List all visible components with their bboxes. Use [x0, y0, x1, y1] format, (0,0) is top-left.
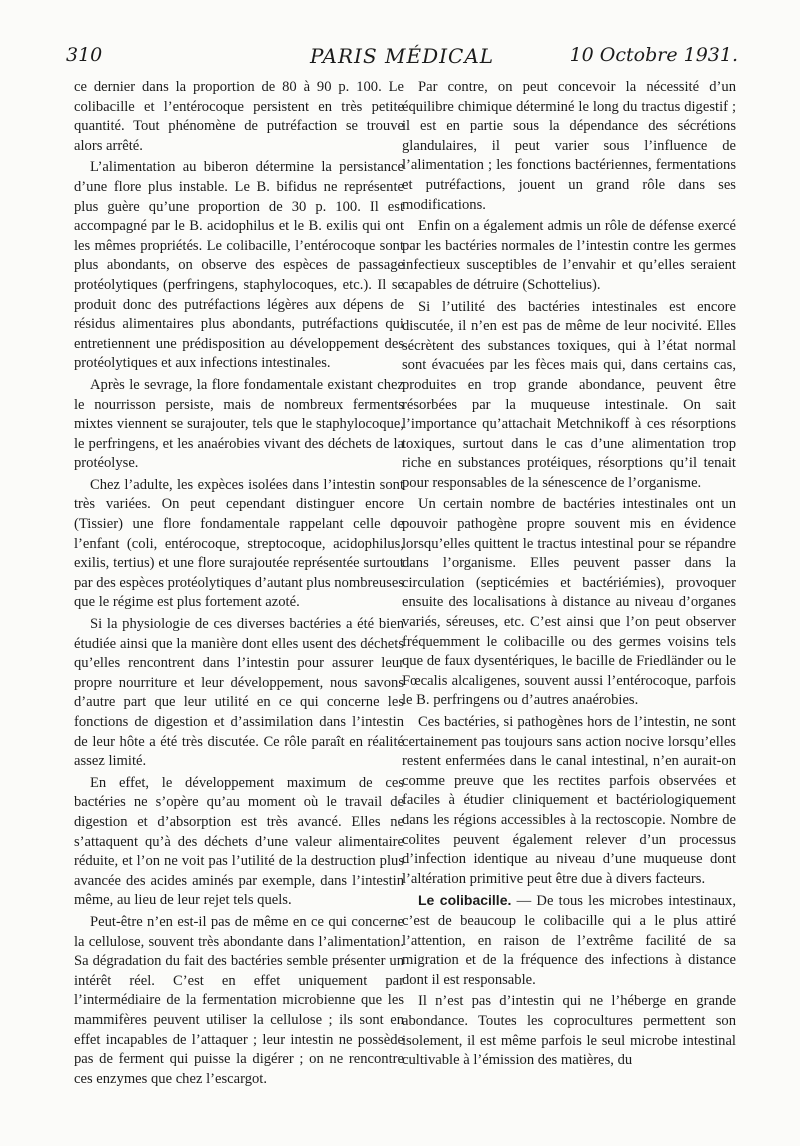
paragraph: Ces bactéries, si pathogènes hors de l’intestin, ne sont certainement pas toujours sans action nocive lorsqu’elles restent enfermées dans le canal intestinal, n’en aurait-on comme preuve que les rectites parfois observées et faciles à étudier cliniquement et bactériologiquement dans les régions accessibles à la rectoscopie. Nombre de colites peuvent également relever d’un processus d’infection identique au niveau d’une muqueuse dont l’altération primitive peut être due à divers facteurs.: [402, 714, 736, 887]
journal-title: PARIS MÉDICAL: [309, 44, 495, 68]
paragraph: ce dernier dans la proportion de 80 à 90 p. 100. Le colibacille et l’entérocoque persistent en très petite quantité. Tout phénomène de putréfaction se trouve alors arrêté.: [74, 79, 404, 154]
paragraph: Enfin on a également admis un rôle de défense exercé par les bactéries normales de l’intestin contre les germes infectieux susceptibles de l’envahir et qu’elles seraient capables de détruire (Schottelius).: [402, 218, 736, 293]
paragraph: Peut-être n’en est-il pas de même en ce qui concerne la cellulose, souvent très abondante dans l’alimentation. Sa dégradation du fait des bactéries semble présenter un intérêt réel. C’est en effet uniquement par l’intermédiaire de la fermentation microbienne que les mammifères peuvent utiliser la cellulose ; ils sont en effet incapables de l’attaquer ; leur intestin ne possède pas de ferment qui puisse la digérer ; on ne rencontre ces enzymes que chez l’escargot.: [74, 913, 404, 1087]
paragraph: Un certain nombre de bactéries intestinales ont un pouvoir pathogène propre souvent mis en évidence lorsqu’elles quittent le tractus intestinal pour se répandre dans l’organisme. Elles peuvent passer dans la circulation (septicémies et bactériémies), provoquer ensuite des localisations à distance au niveau d’organes variés, séreuses, etc. C’est ainsi que l’on peut observer fréquemment le colibacille ou des germes voisins tels que de faux dysentériques, le bacille de Friedländer ou le Fœcalis alcaligenes, souvent aussi l’entérocoque, parfois le B. perfringens ou d’autres anaérobies.: [402, 496, 736, 709]
paragraph: L’alimentation au biberon détermine la persistance d’une flore plus instable. Le B. bifidus ne représente plus guère qu’une proportion de 30 p. 100. Il est accompagné par le B. acidophilus et le B. exilis qui ont les mêmes propriétés. Le colibacille, l’entérocoque sont plus abondants, on observe des espèces de passage protéolytiques (perfringens, staphylocoques, etc.). Il se produit donc des putréfactions légères aux dépens de résidus alimentaires plus abondants, putréfactions qui entretiennent une prédisposition au développement des protéolytiques et aux infections intestinales.: [74, 159, 404, 372]
running-header: [66, 44, 738, 74]
paragraph: Par contre, on peut concevoir la nécessité d’un équilibre chimique déterminé le long du tractus digestif ; il est en partie sous la dépendance des sécrétions glandulaires, il peut varier sous l’influence de l’alimentation ; les fonctions bactériennes, fermentations et putréfactions, jouent un grand rôle dans ses modifications.: [402, 79, 736, 213]
section-heading: Le colibacille.: [418, 892, 512, 909]
left-column: [74, 78, 404, 1091]
section-paragraph: [402, 891, 736, 990]
paragraph: Si la physiologie de ces diverses bactéries a été bien étudiée ainsi que la manière dont elles usent des déchets qu’elles rencontrent dans l’intestin pour assurer leur propre nourriture et leur développement, nous savons d’autre part que leur utilité en ce qui concerne les fonctions de digestion et d’assimilation dans l’intestin de leur hôte a été très discutée. Ce rôle paraît en réalité assez limité.: [74, 616, 404, 770]
page-number: 310: [66, 44, 103, 66]
paragraph: Après le sevrage, la flore fondamentale existant chez le nourrisson persiste, mais de nombreux ferments mixtes viennent se surajouter, tels que le staphylocoque, le perfringens, et les anaérobies vivant des déchets de la protéolyse.: [74, 376, 404, 472]
paragraph: Chez l’adulte, les expèces isolées dans l’intestin sont très variées. On peut cependant distinguer encore (Tissier) une flore fondamentale rappelant celle de l’enfant (coli, entérocoque, streptocoque, acidophilus, exilis, tertius) et une flore surajoutée représentée surtout par des espèces protéolytiques d’autant plus nombreuses que le régime est plus fortement azoté.: [74, 476, 404, 611]
paragraph: Si l’utilité des bactéries intestinales est encore discutée, il n’en est pas de même de leur nocivité. Elles sécrètent des substances toxiques, qui à l’état normal sont évacuées par les fèces mais qui, dans certains cas, produites en trop grande abondance, peuvent être résorbées par la muqueuse intestinale. On sait l’importance qu’attachait Metchnikoff à ces résorptions toxiques, surtout dans le cas d’une alimentation trop riche en substances protéiques, résorptions qu’il tenait pour responsables de la sénescence de l’organisme.: [402, 298, 736, 491]
section-text: — De tous les microbes intestinaux, c’est de beaucoup le colibacille qui a le plus attiré l’attention, en raison de l’extrême facilité de sa migration et de la fréquence des infections à distance dont il est responsable.: [402, 893, 736, 988]
issue-date: 10 Octobre 1931.: [569, 44, 738, 66]
paragraph: Il n’est pas d’intestin qui ne l’héberge en grande abondance. Toutes les coprocultures permettent son isolement, il est même parfois le seul microbe intestinal cultivable à l’émission des matières, du: [402, 993, 736, 1069]
paragraph: En effet, le développement maximum de ces bactéries ne s’opère qu’au moment où le travail de digestion et d’absorption est très avancé. Elles ne s’attaquent qu’à des déchets d’une valeur alimentaire réduite, et l’on ne voit pas l’utilité de la destruction plus avancée des acides aminés par exemple, dans l’intestin même, au lieu de leur rejet tels quels.: [74, 774, 404, 909]
right-column: [402, 78, 736, 1073]
